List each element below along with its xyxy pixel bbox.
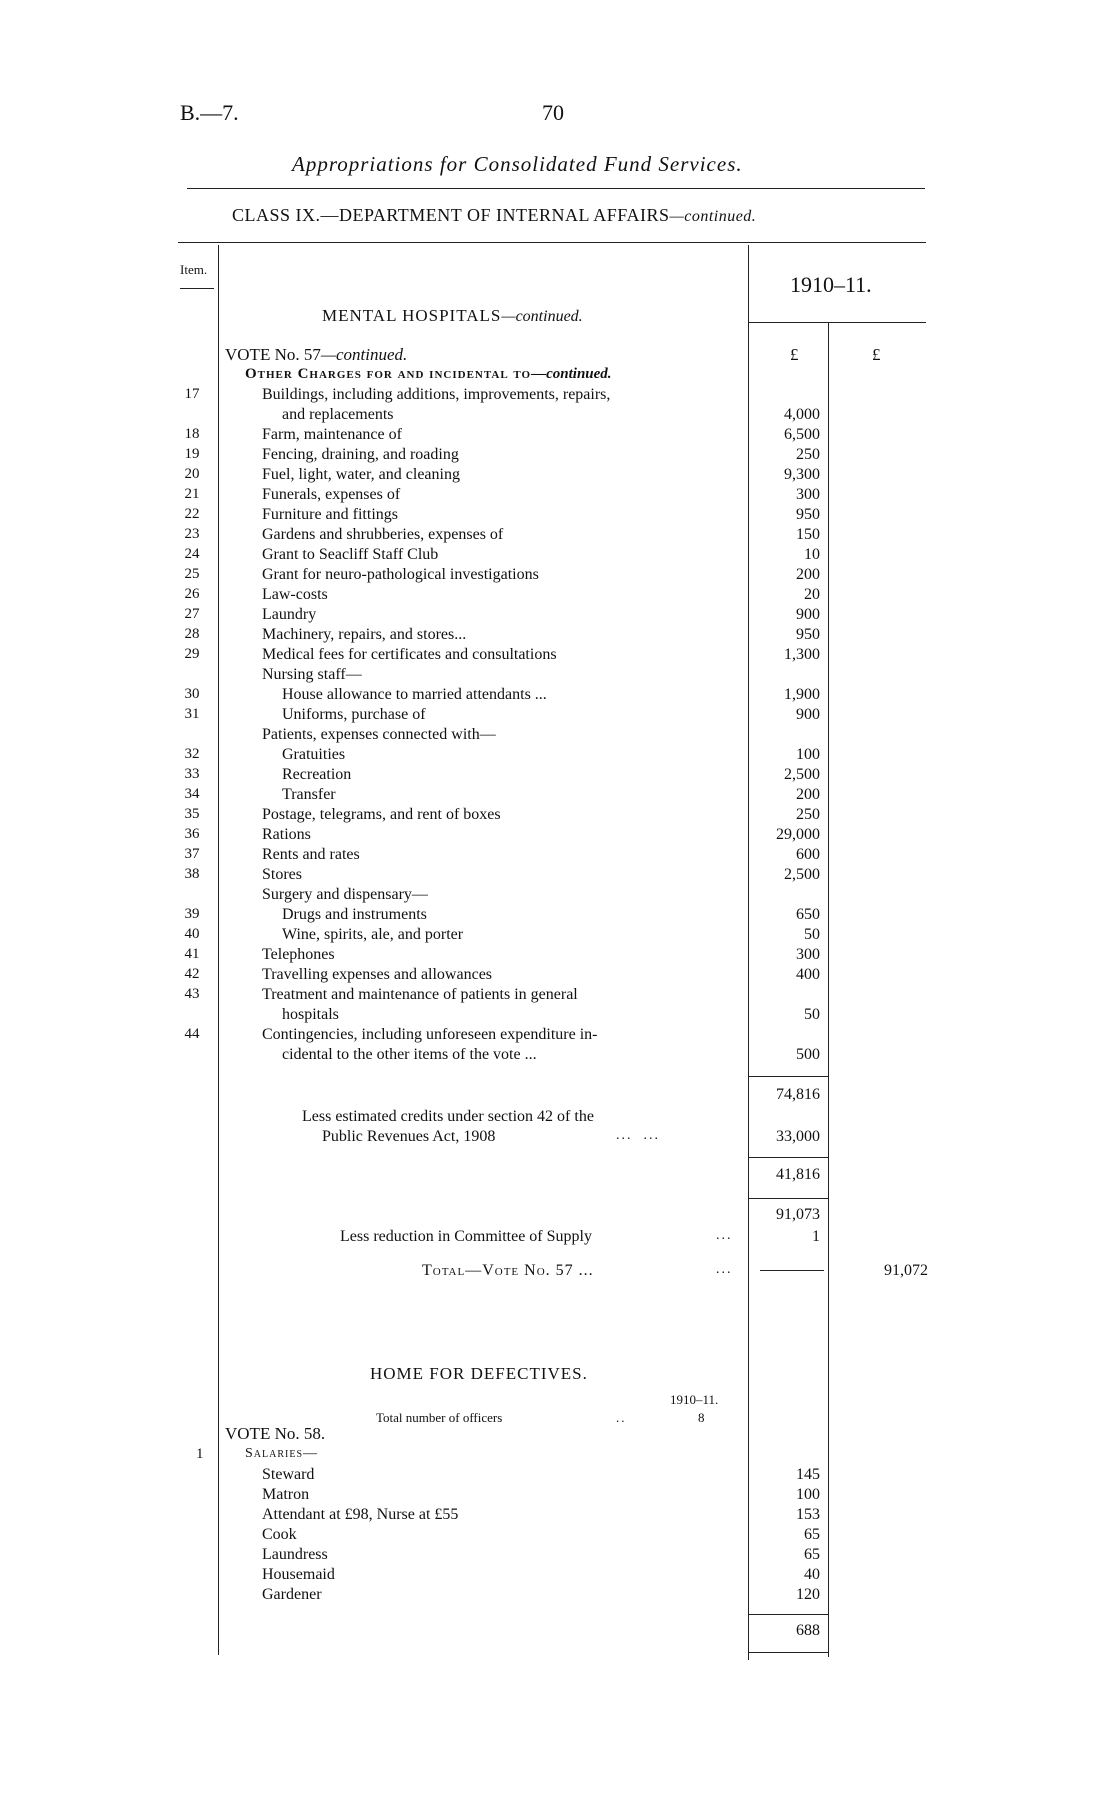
item-number: 25 [184, 566, 200, 582]
item-number: 37 [184, 846, 200, 862]
item-description: Nursing staff— [262, 666, 362, 683]
item-number: 35 [184, 806, 200, 822]
vote-58-heading: VOTE No. 58. [225, 1424, 326, 1443]
item-description: Fencing, draining, and roading [262, 446, 459, 463]
less-credits-leader: ... ... [616, 1128, 660, 1143]
salary-amount: 145 [796, 1466, 820, 1483]
item-number: 32 [184, 746, 200, 762]
item-amount: 150 [796, 526, 820, 543]
item-header-rule [180, 288, 214, 289]
item-number: 29 [184, 646, 200, 662]
item-description: Grant for neuro-pathological investigations [262, 566, 539, 583]
subtotal-91073: 91,073 [776, 1206, 820, 1223]
item-amount: 9,300 [784, 466, 820, 483]
salary-amount: 153 [796, 1506, 820, 1523]
table-row [0, 606, 1114, 626]
table-row [0, 566, 1114, 586]
table-row [0, 1026, 1114, 1046]
salary-amount: 40 [804, 1566, 820, 1583]
item-description: Wine, spirits, ale, and porter [282, 926, 464, 943]
table-row [0, 1466, 1114, 1486]
item-number: 22 [184, 506, 200, 522]
table-row [0, 386, 1114, 406]
officers-label: Total number of officers [376, 1410, 503, 1425]
item-amount: 50 [804, 926, 820, 943]
table-row [0, 426, 1114, 446]
item-number: 20 [184, 466, 200, 482]
item-number: 28 [184, 626, 200, 642]
item-number: 26 [184, 586, 200, 602]
item-description: Travelling expenses and allowances [262, 966, 493, 983]
table-row [0, 806, 1114, 826]
vote-57-label: VOTE No. 57 [225, 345, 321, 364]
item-description: Transfer [282, 786, 336, 803]
item-number: 30 [184, 686, 200, 702]
table-row [0, 746, 1114, 766]
salary-description: Steward [262, 1466, 315, 1483]
table-row [0, 406, 1114, 426]
item-amount: 900 [796, 706, 820, 723]
table-row [0, 1526, 1114, 1546]
subtotal-41816: 41,816 [776, 1166, 820, 1183]
item-number: 21 [184, 486, 200, 502]
year-header-rule [748, 322, 926, 323]
salary-description: Laundress [262, 1546, 328, 1563]
table-row [0, 906, 1114, 926]
item-number-1: 1 [196, 1446, 204, 1462]
reduction-amount: 1 [812, 1228, 820, 1245]
total-vote-57-label: Total—Vote No. 57 ... [422, 1262, 594, 1279]
item-description: Laundry [262, 606, 317, 623]
salary-description: Gardener [262, 1586, 322, 1603]
page-title: Appropriations for Consolidated Fund Services. [292, 152, 743, 176]
class-heading-main: CLASS IX.—DEPARTMENT OF INTERNAL AFFAIRS [232, 205, 670, 225]
subtotal-rule-3 [748, 1198, 828, 1199]
table-row [0, 486, 1114, 506]
item-number: 23 [184, 526, 200, 542]
salary-description: Housemaid [262, 1566, 335, 1583]
table-row [0, 786, 1114, 806]
credits-amount: 33,000 [776, 1128, 820, 1145]
less-reduction-leader: ... [716, 1228, 733, 1243]
other-charges-continued: —continued. [531, 366, 612, 382]
item-number: 18 [184, 426, 200, 442]
salary-amount: 120 [796, 1586, 820, 1603]
item-description: Gardens and shrubberies, expenses of [262, 526, 504, 543]
salary-amount: 100 [796, 1486, 820, 1503]
item-amount: 200 [796, 566, 820, 583]
item-description: Rents and rates [262, 846, 360, 863]
item-description: and replacements [282, 406, 394, 423]
section-title-mental-hospitals [322, 306, 583, 326]
table-row [0, 946, 1114, 966]
page-number: 70 [542, 100, 564, 125]
item-number: 33 [184, 766, 200, 782]
subtotal-74816: 74,816 [776, 1086, 820, 1103]
table-row [0, 1006, 1114, 1026]
item-number: 24 [184, 546, 200, 562]
table-row [0, 866, 1114, 886]
item-amount: 300 [796, 486, 820, 503]
item-amount: 50 [804, 1006, 820, 1023]
item-description: Patients, expenses connected with— [262, 726, 496, 743]
less-reduction-label: Less reduction in Committee of Supply [340, 1228, 592, 1245]
year-column-header: 1910–11. [790, 272, 872, 297]
table-row [0, 706, 1114, 726]
item-amount: 10 [804, 546, 820, 563]
item-number: 39 [184, 906, 200, 922]
item-amount: 500 [796, 1046, 820, 1063]
table-row [0, 846, 1114, 866]
table-row [0, 1486, 1114, 1506]
table-row [0, 926, 1114, 946]
item-description: Medical fees for certificates and consultations [262, 646, 557, 663]
item-description: hospitals [282, 1006, 339, 1023]
total-vote-57-leader: ... [716, 1262, 733, 1277]
item-amount: 200 [796, 786, 820, 803]
item-amount: 250 [796, 806, 820, 823]
item-number: 34 [184, 786, 200, 802]
table-row [0, 1506, 1114, 1526]
item-amount: 29,000 [776, 826, 820, 843]
section-title-text: MENTAL HOSPITALS [322, 306, 502, 325]
item-amount: 650 [796, 906, 820, 923]
item-amount: 300 [796, 946, 820, 963]
total-vote-57-amount: 91,072 [884, 1262, 928, 1279]
less-credits-line2: Public Revenues Act, 1908 [322, 1128, 496, 1145]
item-description: House allowance to married attendants ... [282, 686, 547, 703]
officers-count: 8 [698, 1410, 705, 1425]
item-amount: 20 [804, 586, 820, 603]
officers-leader: .. [616, 1410, 627, 1425]
item-description: Gratuities [282, 746, 346, 763]
pound-sign-col2: £ [872, 345, 881, 364]
item-amount: 250 [796, 446, 820, 463]
item-description: Machinery, repairs, and stores... [262, 626, 467, 643]
item-amount: 900 [796, 606, 820, 623]
table-row [0, 766, 1114, 786]
item-amount: 100 [796, 746, 820, 763]
item-description: Recreation [282, 766, 352, 783]
item-description: Uniforms, purchase of [282, 706, 426, 723]
vote-57-heading [225, 345, 407, 365]
table-row [0, 1566, 1114, 1586]
item-number: 17 [184, 386, 200, 402]
subtotal-rule-1 [748, 1076, 828, 1077]
item-column-header: Item. [180, 262, 208, 277]
item-description: Law-costs [262, 586, 328, 603]
class-heading [232, 205, 756, 226]
table-row [0, 506, 1114, 526]
class-heading-continued: —continued. [669, 208, 757, 225]
section-title-continued: —continued. [501, 308, 583, 325]
table-row [0, 646, 1114, 666]
salary-description: Attendant at £98, Nurse at £55 [262, 1506, 459, 1523]
item-number: 31 [184, 706, 200, 722]
table-top-rule [178, 242, 926, 243]
item-description: Funerals, expenses of [262, 486, 401, 503]
table-row [0, 826, 1114, 846]
pound-sign-col1: £ [790, 345, 799, 364]
item-description: Postage, telegrams, and rent of boxes [262, 806, 501, 823]
item-amount: 6,500 [784, 426, 820, 443]
item-amount: 2,500 [784, 766, 820, 783]
officers-year: 1910–11. [670, 1392, 719, 1407]
salaries-heading: Salaries— [245, 1446, 319, 1461]
item-description: Contingencies, including unforeseen expenditure in- [262, 1026, 598, 1043]
other-charges-label: Other Charges for and incidental to [245, 366, 532, 382]
salary-amount: 65 [804, 1526, 820, 1543]
item-description: cidental to the other items of the vote ... [282, 1046, 537, 1063]
table-row [0, 466, 1114, 486]
section-title-home-for-defectives: HOME FOR DEFECTIVES. [370, 1364, 588, 1383]
table-row [0, 726, 1114, 746]
table-row [0, 666, 1114, 686]
item-description: Drugs and instruments [282, 906, 427, 923]
item-amount: 1,300 [784, 646, 820, 663]
item-amount: 950 [796, 626, 820, 643]
item-description: Buildings, including additions, improvements, repairs, [262, 386, 611, 403]
table-row [0, 626, 1114, 646]
item-amount: 950 [796, 506, 820, 523]
table-row [0, 686, 1114, 706]
item-amount: 2,500 [784, 866, 820, 883]
item-number: 19 [184, 446, 200, 462]
item-number: 38 [184, 866, 200, 882]
table-row [0, 1586, 1114, 1606]
item-description: Treatment and maintenance of patients in general [262, 986, 578, 1003]
table-row [0, 1046, 1114, 1066]
item-number: 42 [184, 966, 200, 982]
table-row [0, 586, 1114, 606]
item-description: Surgery and dispensary— [262, 886, 428, 903]
table-row [0, 1546, 1114, 1566]
item-number: 27 [184, 606, 200, 622]
item-description: Furniture and fittings [262, 506, 398, 523]
salary-amount: 65 [804, 1546, 820, 1563]
item-description: Telephones [262, 946, 335, 963]
item-description: Stores [262, 866, 302, 883]
item-description: Farm, maintenance of [262, 426, 402, 443]
item-number: 41 [184, 946, 200, 962]
total-rule [760, 1270, 824, 1271]
item-amount: 400 [796, 966, 820, 983]
item-amount: 4,000 [784, 406, 820, 423]
table-row [0, 966, 1114, 986]
report-code: B.—7. [180, 100, 239, 125]
less-credits-line1: Less estimated credits under section 42 of the [302, 1108, 594, 1125]
item-number: 43 [184, 986, 200, 1002]
table-row [0, 886, 1114, 906]
vote-57-continued: —continued. [320, 345, 408, 364]
item-number: 36 [184, 826, 200, 842]
item-description: Fuel, light, water, and cleaning [262, 466, 460, 483]
item-description: Grant to Seacliff Staff Club [262, 546, 439, 563]
table-row [0, 546, 1114, 566]
other-charges-heading [245, 366, 612, 383]
table-row [0, 446, 1114, 466]
title-rule [187, 188, 925, 189]
item-description: Rations [262, 826, 311, 843]
item-number: 40 [184, 926, 200, 942]
item-amount: 600 [796, 846, 820, 863]
salary-description: Matron [262, 1486, 310, 1503]
item-number: 44 [184, 1026, 200, 1042]
salary-description: Cook [262, 1526, 297, 1543]
salaries-total-rule [748, 1614, 828, 1615]
subtotal-rule-2 [748, 1157, 828, 1158]
table-row [0, 986, 1114, 1006]
item-amount: 1,900 [784, 686, 820, 703]
salaries-total-underline [748, 1652, 828, 1653]
table-row [0, 526, 1114, 546]
salaries-total: 688 [796, 1622, 820, 1639]
